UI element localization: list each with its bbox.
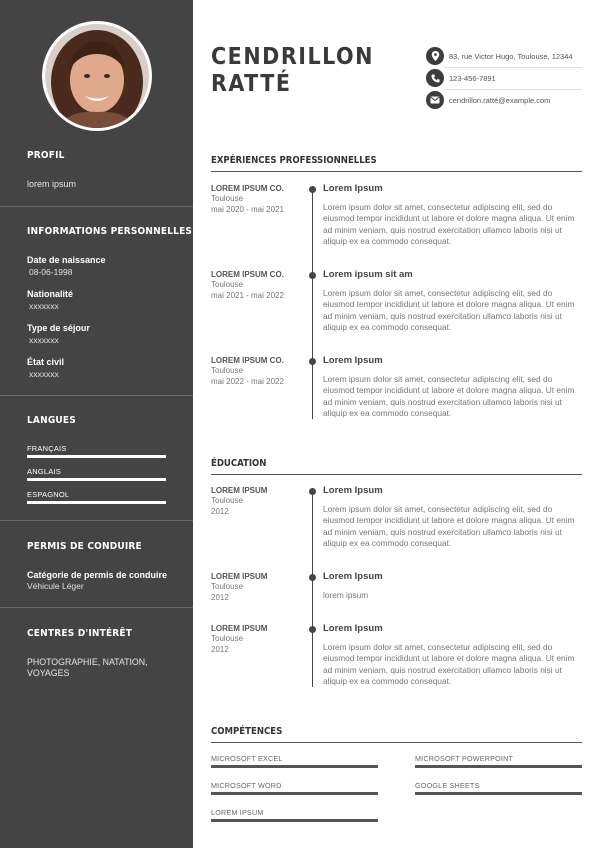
location-pin-icon — [426, 47, 444, 65]
skill-level-bar — [211, 819, 378, 822]
experience-entry-body — [323, 269, 585, 333]
permis-label: Catégorie de permis de conduire — [27, 570, 168, 580]
info-label: Nationalité — [27, 289, 74, 299]
degree-description: Lorem ipsum dolor sit amet, consectetur adipiscing elit, sed do eiusmod tempor incididunt ut labore et dolore magna aliqua. Ut enim ad minim veniam, quis nostrud exercitation ullamco laboris nisi ut aliquip ex ea commodo consequat. — [323, 504, 575, 548]
phone-text: 123-456-7891 — [449, 73, 496, 83]
education-entry-body — [323, 623, 585, 687]
skill-level-bar — [211, 792, 378, 795]
contact-divider — [444, 89, 582, 90]
language-level-bar — [27, 501, 166, 504]
experience-entry-body — [323, 355, 585, 419]
education-entry-meta — [211, 624, 306, 655]
timeline-dot — [309, 358, 316, 365]
language-label: FRANÇAIS — [27, 444, 67, 453]
degree-title: Lorem Ipsum — [323, 623, 383, 634]
company-city: Toulouse — [211, 194, 244, 203]
job-description: Lorem ipsum dolor sit amet, consectetur adipiscing elit, sed do eiusmod tempor incididunt ut labore et dolore magna aliqua. Ut enim ad minim veniam, quis nostrud exercitation ullamco laboris nisi ut aliquip ex ea commodo consequat. — [323, 202, 575, 246]
contact-address — [426, 47, 582, 65]
info-value: xxxxxxx — [29, 301, 59, 311]
experience-entry-meta — [211, 184, 306, 215]
timeline-dot — [309, 488, 316, 495]
info-label: Date de naissance — [27, 255, 106, 265]
language-label: ANGLAIS — [27, 467, 61, 476]
school-name: LOREM IPSUM — [211, 624, 268, 633]
skills-title: COMPÉTENCES — [211, 726, 283, 737]
experience-entry-meta — [211, 356, 306, 387]
company-name: LOREM IPSUM CO. — [211, 356, 284, 365]
degree-description: Lorem ipsum dolor sit amet, consectetur adipiscing elit, sed do eiusmod tempor incididunt ut labore et dolore magna aliqua. Ut enim ad minim veniam, quis nostrud exercitation ullamco laboris nisi ut aliquip ex ea commodo consequat. — [323, 642, 575, 686]
experience-entry-body — [323, 183, 585, 247]
profil-text: lorem ipsum — [27, 179, 77, 189]
education-title: ÉDUCATION — [211, 458, 267, 469]
school-city: Toulouse — [211, 582, 244, 591]
phone-icon — [426, 69, 444, 87]
info-value: xxxxxxx — [29, 335, 59, 345]
language-level-bar — [27, 455, 166, 458]
permis-value: Véhicule Léger — [27, 581, 84, 591]
interets-text: PHOTOGRAPHIE, NATATION, VOYAGES — [27, 657, 148, 678]
school-city: Toulouse — [211, 496, 244, 505]
job-dates: mai 2020 - mai 2021 — [211, 205, 284, 214]
info-value: xxxxxxx — [29, 369, 59, 379]
section-rule — [211, 474, 582, 475]
job-description: Lorem ipsum dolor sit amet, consectetur adipiscing elit, sed do eiusmod tempor incididunt ut labore et dolore magna aliqua. Ut enim ad minim veniam, quis nostrud exercitation ullamco laboris nisi ut aliquip ex ea commodo consequat. — [323, 288, 575, 332]
interets-title: CENTRES D'INTÉRÊT — [27, 628, 133, 639]
experience-entry-meta — [211, 270, 306, 301]
info-label: Type de séjour — [27, 323, 90, 333]
skill-label: MICROSOFT WORD — [211, 781, 282, 790]
education-entry-meta — [211, 486, 306, 517]
degree-title: Lorem Ipsum — [323, 571, 383, 582]
contact-divider — [444, 67, 582, 68]
sidebar-divider — [0, 206, 193, 207]
education-entry-body — [323, 485, 585, 549]
info-value: 08-06-1998 — [29, 267, 73, 277]
skill-label: GOOGLE SHEETS — [415, 781, 480, 790]
last-name: RATTÉ — [211, 71, 292, 97]
skill-level-bar — [415, 765, 582, 768]
email-text: cendrillon.ratté@example.com — [449, 95, 551, 105]
skill-label: MICROSOFT EXCEL — [211, 754, 283, 763]
school-year: 2012 — [211, 593, 229, 602]
timeline-dot — [309, 186, 316, 193]
language-label: ESPAGNOL — [27, 490, 70, 499]
company-name: LOREM IPSUM CO. — [211, 270, 284, 279]
experience-title: EXPÉRIENCES PROFESSIONNELLES — [211, 155, 377, 166]
sidebar — [0, 0, 193, 848]
section-rule — [211, 171, 582, 172]
timeline-dot — [309, 626, 316, 633]
timeline-dot — [309, 272, 316, 279]
education-entry-body — [323, 571, 585, 601]
timeline-dot — [309, 574, 316, 581]
language-level-bar — [27, 478, 166, 481]
skill-label: MICROSOFT POWERPOINT — [415, 754, 514, 763]
envelope-icon — [426, 91, 444, 109]
profil-title: PROFIL — [27, 150, 65, 161]
job-dates: mai 2022 - mai 2022 — [211, 377, 284, 386]
info-label: État civil — [27, 357, 65, 367]
company-city: Toulouse — [211, 366, 244, 375]
address-text: 83, rue Victor Hugo, Toulouse, 12344 — [449, 51, 573, 61]
job-dates: mai 2021 - mai 2022 — [211, 291, 284, 300]
company-name: LOREM IPSUM CO. — [211, 184, 284, 193]
school-name: LOREM IPSUM — [211, 486, 268, 495]
contact-phone — [426, 69, 582, 87]
langues-title: LANGUES — [27, 415, 76, 426]
school-name: LOREM IPSUM — [211, 572, 268, 581]
degree-description: lorem ipsum — [323, 590, 369, 600]
first-name: CENDRILLON — [211, 44, 374, 70]
job-title: Lorem ipsum sit am — [323, 269, 413, 280]
sidebar-divider — [0, 395, 193, 396]
info-title: INFORMATIONS PERSONNELLES — [27, 226, 193, 237]
skill-level-bar — [415, 792, 582, 795]
contact-email — [426, 91, 582, 109]
sidebar-divider — [0, 520, 193, 521]
education-entry-meta — [211, 572, 306, 603]
profile-photo — [45, 24, 149, 128]
timeline-line — [312, 188, 313, 419]
school-city: Toulouse — [211, 634, 244, 643]
section-rule — [211, 742, 582, 743]
timeline-line — [312, 490, 313, 687]
skill-label: LOREM IPSUM — [211, 808, 264, 817]
job-title: Lorem Ipsum — [323, 183, 383, 194]
company-city: Toulouse — [211, 280, 244, 289]
job-description: Lorem ipsum dolor sit amet, consectetur adipiscing elit, sed do eiusmod tempor incididunt ut labore et dolore magna aliqua. Ut enim ad minim veniam, quis nostrud exercitation ullamco laboris nisi ut aliquip ex ea commodo consequat. — [323, 374, 575, 418]
permis-title: PERMIS DE CONDUIRE — [27, 541, 142, 552]
school-year: 2012 — [211, 507, 229, 516]
degree-title: Lorem Ipsum — [323, 485, 383, 496]
skill-level-bar — [211, 765, 378, 768]
sidebar-divider — [0, 607, 193, 608]
profile-photo-frame — [42, 21, 152, 131]
school-year: 2012 — [211, 645, 229, 654]
candidate-name — [211, 44, 374, 98]
job-title: Lorem Ipsum — [323, 355, 383, 366]
